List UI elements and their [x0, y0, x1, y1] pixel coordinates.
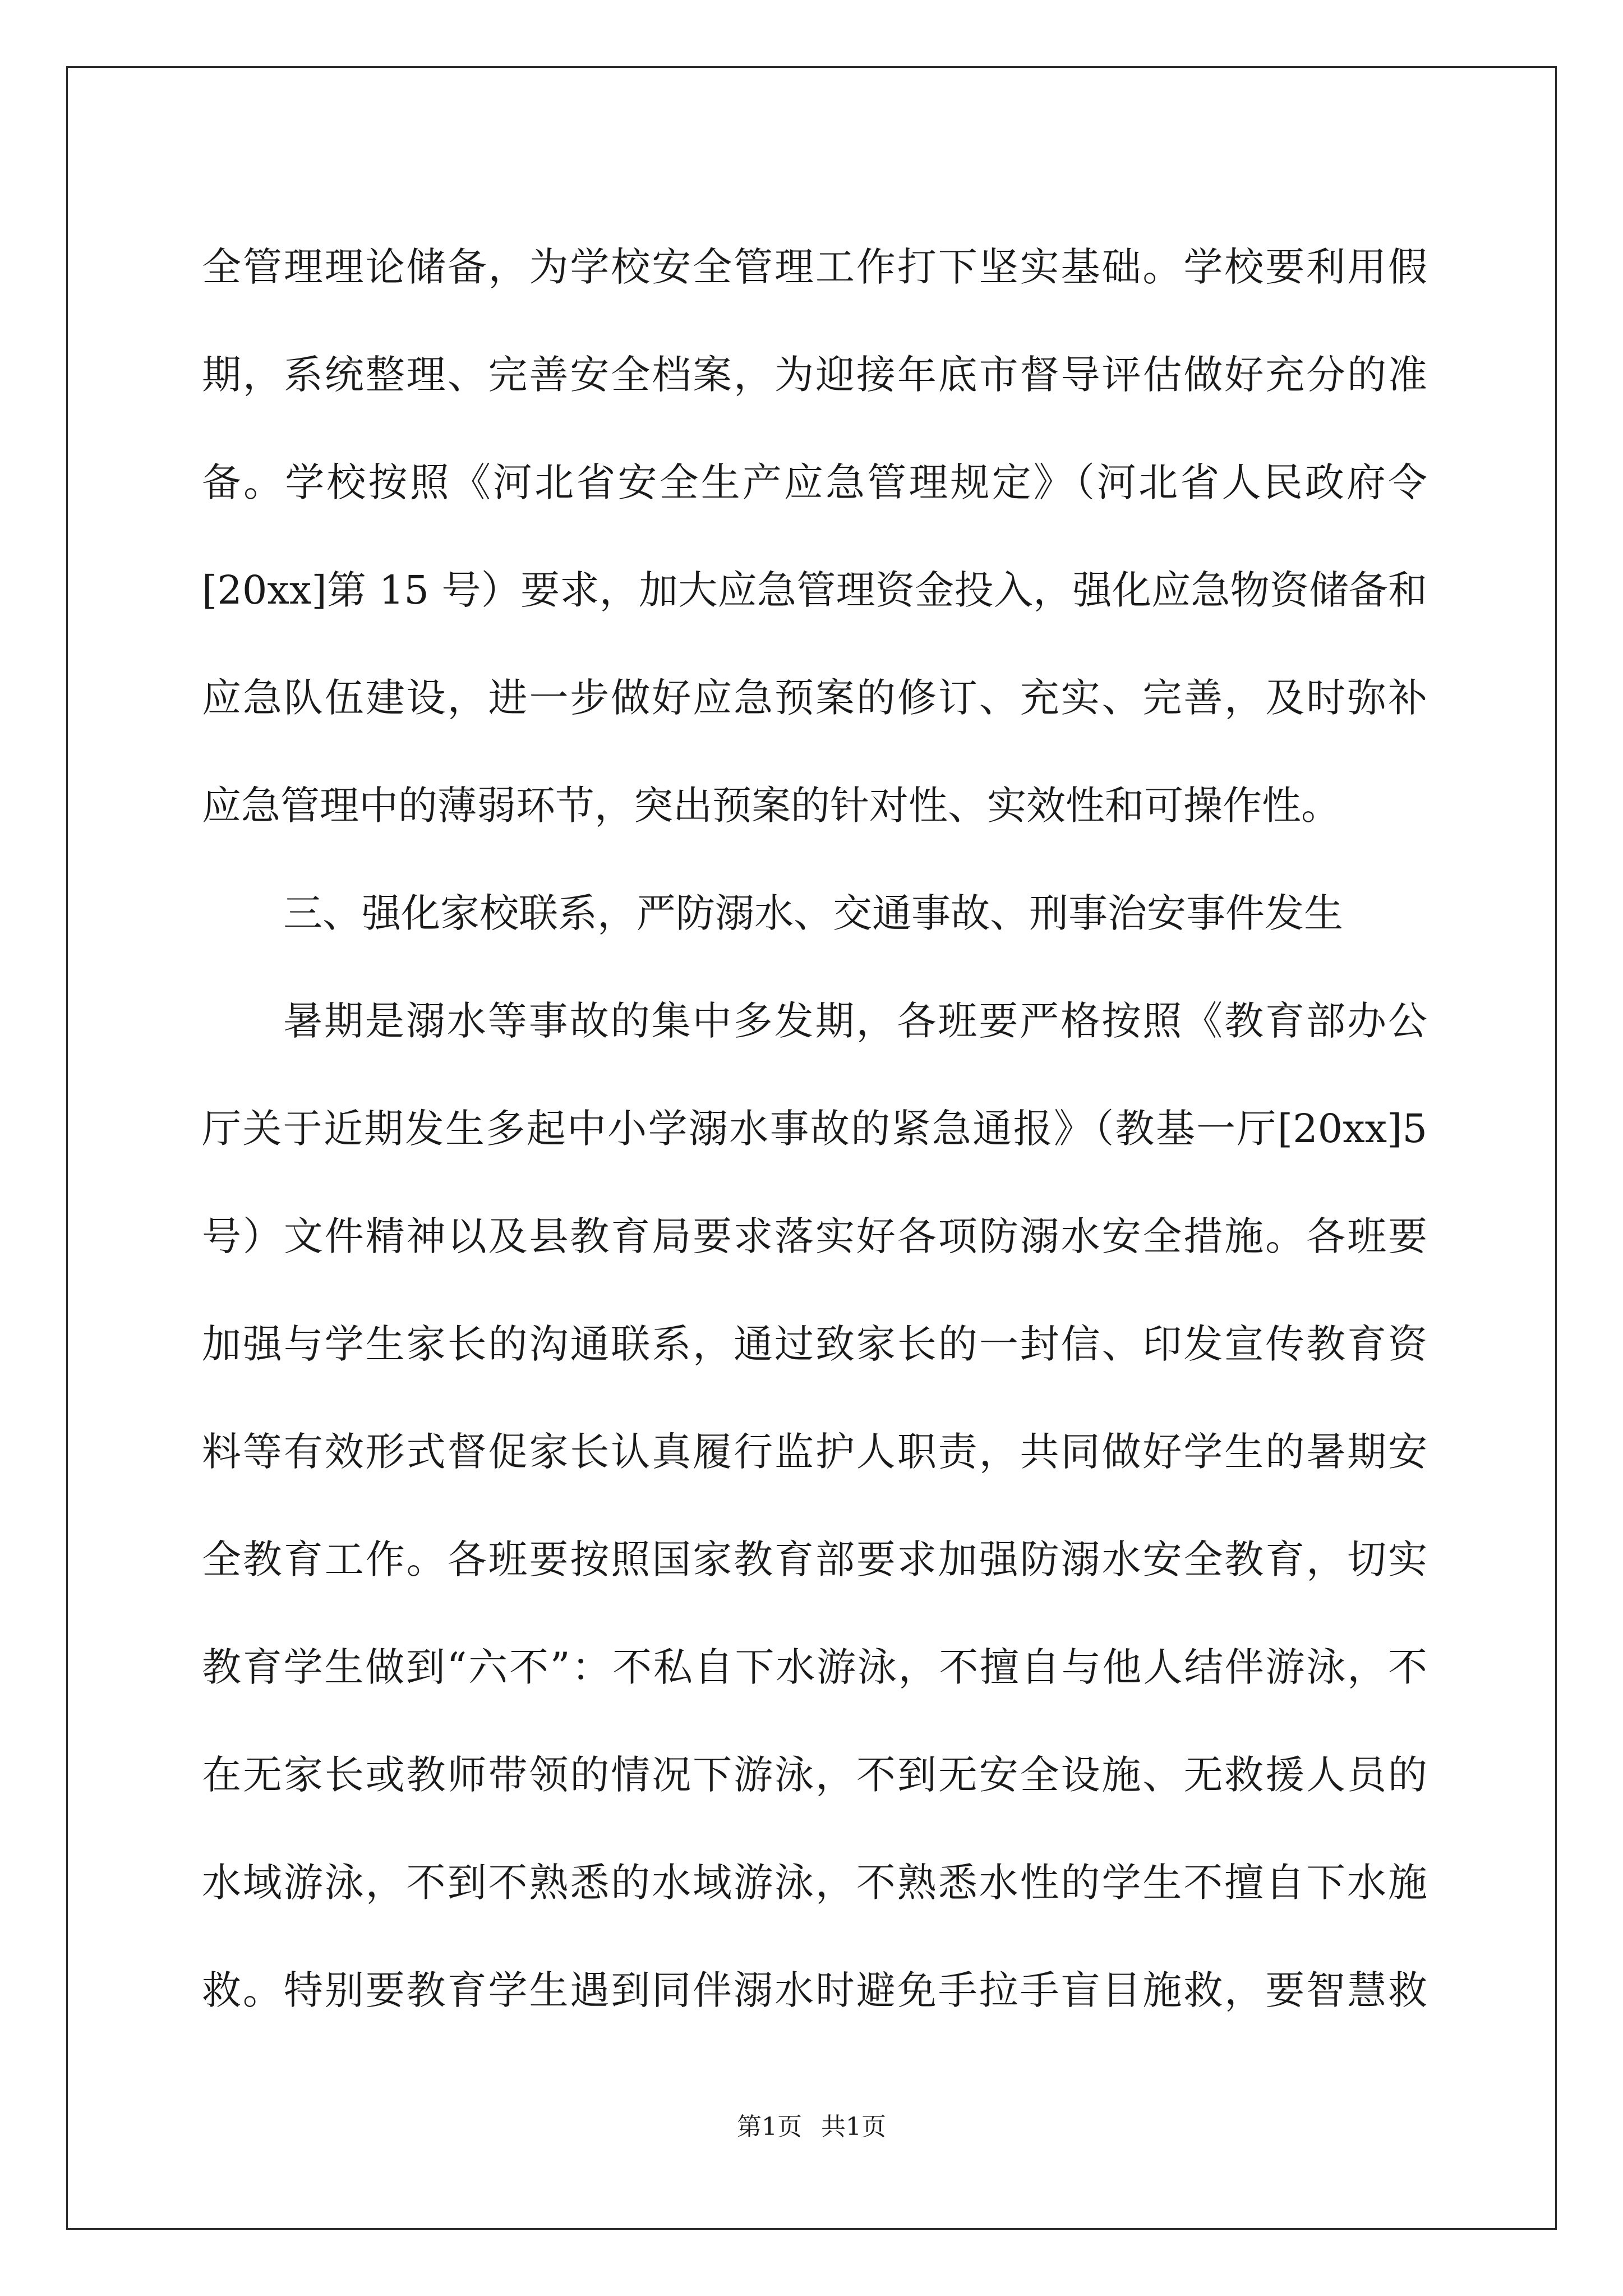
text-line: 全教育工作。各班要按照国家教育部要求加强防溺水安全教育，切实: [202, 1536, 1427, 1582]
paragraph-start-line: 暑期是溺水等事故的集中多发期，各班要严格按照《教育部办公: [283, 998, 1427, 1044]
text-line: [20xx]第 15 号）要求，加大应急管理资金投入，强化应急物资储备和: [202, 567, 1427, 613]
page-number: 第1页: [737, 2113, 802, 2141]
text-line: 备。学校按照《河北省安全生产应急管理规定》（河北省人民政府令: [202, 459, 1427, 505]
page-footer: [0, 2106, 1623, 2142]
text-line: 料等有效形式督促家长认真履行监护人职责，共同做好学生的暑期安: [202, 1429, 1427, 1475]
total-pages: 共1页: [821, 2113, 886, 2141]
document-body: [202, 213, 1427, 2044]
text-line: 厅关于近期发生多起中小学溺水事故的紧急通报》（教基一厅[20xx]5: [202, 1106, 1427, 1152]
text-line: 号）文件精神以及县教育局要求落实好各项防溺水安全措施。各班要: [202, 1213, 1427, 1259]
text-line: 加强与学生家长的沟通联系，通过致家长的一封信、印发宣传教育资: [202, 1321, 1427, 1367]
text-line: 应急管理中的薄弱环节，突出预案的针对性、实效性和可操作性。: [202, 783, 1340, 829]
text-line: 在无家长或教师带领的情况下游泳，不到无安全设施、无救援人员的: [202, 1752, 1427, 1798]
text-line: 期，系统整理、完善安全档案，为迎接年底市督导评估做好充分的准: [202, 352, 1427, 398]
text-line: 救。特别要教育学生遇到同伴溺水时避免手拉手盲目施救，要智慧救: [202, 1967, 1427, 2013]
text-line: 全管理理论储备，为学校安全管理工作打下坚实基础。学校要利用假: [202, 244, 1427, 290]
section-heading: 三、强化家校联系，严防溺水、交通事故、刑事治安事件发生: [283, 890, 1343, 936]
text-line: 应急队伍建设，进一步做好应急预案的修订、充实、完善，及时弥补: [202, 675, 1427, 721]
text-line: 水域游泳，不到不熟悉的水域游泳，不熟悉水性的学生不擅自下水施: [202, 1860, 1427, 1906]
text-line: 教育学生做到“六不”：不私自下水游泳，不擅自与他人结伴游泳，不: [202, 1644, 1427, 1690]
